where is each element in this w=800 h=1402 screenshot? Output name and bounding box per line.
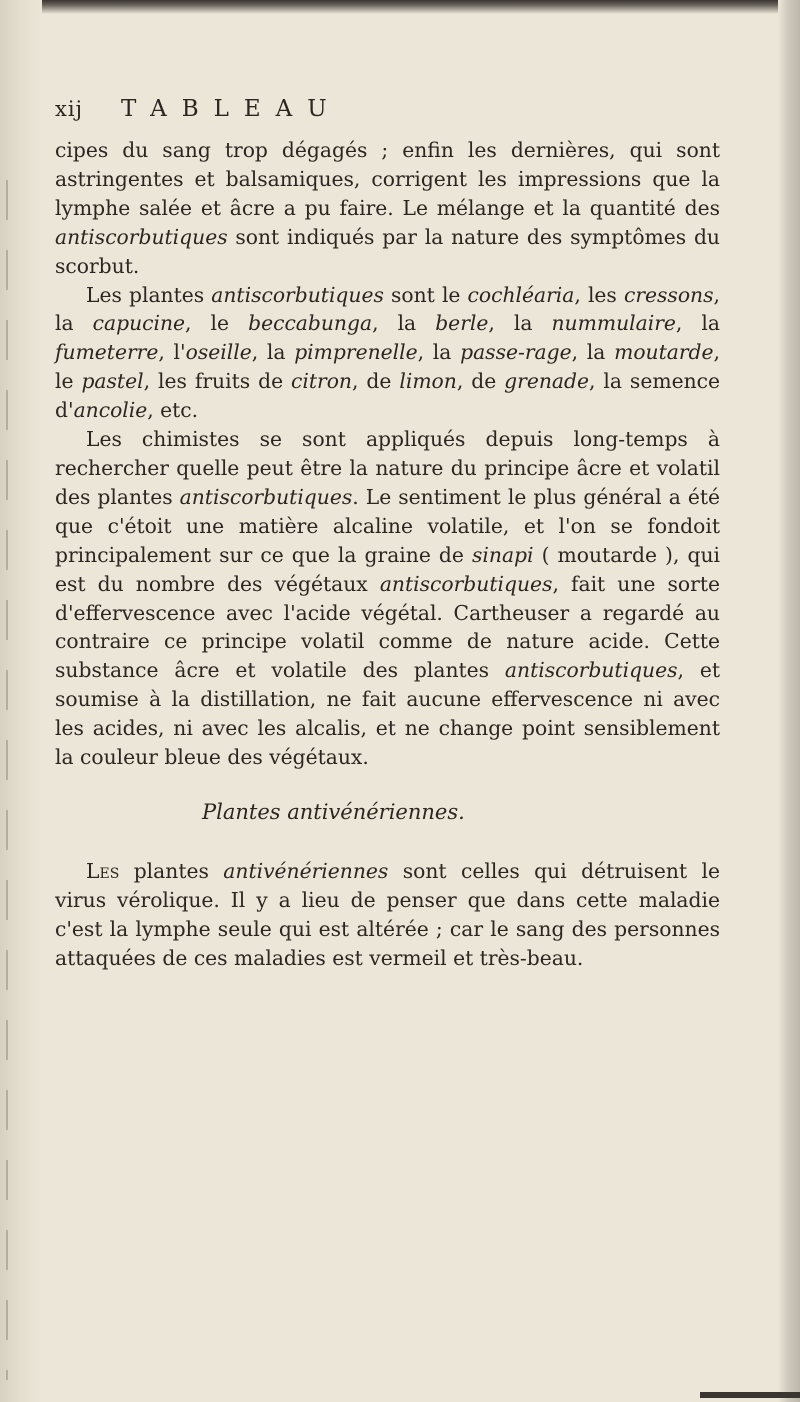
italic-term: moutarde bbox=[614, 340, 714, 365]
text-run: , la bbox=[417, 340, 461, 365]
text-run: sont celles qui détruisent le virus vérolique. Il y a lieu de penser que dans cette maladie c'est la lymphe seule qui est altérée ; car le sang des personnes attaquées de ces maladies est vermeil et très-beau. bbox=[55, 858, 720, 970]
text-run: cipes du sang trop dégagés ; enfin les dernières, qui sont astringentes et balsamiques, corrigent les impressions que la lymphe salée et âcre a pu faire. Le mélange et la quantité des bbox=[55, 138, 720, 220]
italic-term: grenade bbox=[504, 369, 589, 394]
italic-term: antiscorbutiques bbox=[211, 282, 384, 307]
text-run: , et soumise à la distillation, ne fait aucune effervescence ni avec les acides, ni avec les alcalis, et ne change point sensiblement la couleur bleue des végétaux. bbox=[55, 658, 720, 770]
italic-term: pimprenelle bbox=[294, 340, 418, 365]
italic-term: sinapi bbox=[471, 542, 534, 567]
text-run: , de bbox=[352, 369, 400, 394]
italic-term: passe-rage bbox=[460, 340, 572, 365]
italic-term: antivénériennes bbox=[223, 858, 389, 883]
page-body bbox=[55, 136, 720, 772]
italic-term: limon bbox=[399, 369, 457, 394]
text-run: Les chimistes se sont appliqués depuis long-temps à rechercher quelle peut être la nature du principe âcre et volatil des plantes bbox=[55, 427, 720, 509]
text-run: , la semence d' bbox=[55, 369, 720, 423]
text-run: sont indiqués par la nature des symptômes du scorbut. bbox=[55, 224, 720, 278]
text-run: , la bbox=[372, 311, 436, 336]
italic-term: berle bbox=[435, 311, 489, 336]
text-run: plantes bbox=[119, 858, 224, 883]
text-run: , la bbox=[55, 282, 720, 336]
text-run: , l' bbox=[158, 340, 186, 365]
italic-term: oseille bbox=[185, 340, 252, 365]
italic-term: capucine bbox=[92, 311, 186, 336]
text-run: , les bbox=[574, 282, 624, 307]
bottom-rule bbox=[700, 1392, 800, 1398]
running-head: TABLEAU bbox=[121, 96, 342, 122]
text-run: . Le sentiment le plus général a été que c'étoit une matière alcaline volatile, et l'on se fondoit principalement sur ce que la graine de bbox=[55, 484, 720, 567]
text-run: , fait une sorte d'effervescence avec l'acide végétal. Cartheuser a regardé au contraire ce principe volatil comme de nature acide. Cette substance âcre et volatile des plantes bbox=[55, 571, 720, 683]
italic-term: antiscorbutiques bbox=[504, 658, 678, 683]
text-run: Les plantes bbox=[86, 282, 212, 307]
paragraph-3 bbox=[55, 425, 720, 772]
italic-term: nummulaire bbox=[551, 311, 676, 336]
page-number: xij bbox=[55, 97, 84, 121]
italic-term: beccabunga bbox=[248, 311, 373, 336]
text-run: sont le bbox=[383, 282, 468, 307]
text-run: , de bbox=[456, 369, 505, 394]
text-run: , les fruits de bbox=[143, 369, 292, 394]
paragraph-1 bbox=[55, 136, 720, 281]
page-header bbox=[55, 96, 720, 136]
page-body-continued bbox=[55, 857, 720, 973]
paragraph-2 bbox=[55, 281, 720, 426]
italic-term: antiscorbutiques bbox=[179, 484, 353, 509]
text-run: , le bbox=[55, 340, 720, 394]
page-binding-edge bbox=[0, 0, 42, 1402]
text-run: , la bbox=[251, 340, 295, 365]
italic-term: antiscorbutiques bbox=[55, 224, 228, 249]
smallcaps-lead: Les bbox=[86, 858, 120, 883]
italic-term: ancolie bbox=[73, 398, 148, 423]
italic-term: fumeterre bbox=[55, 340, 159, 365]
text-run: , la bbox=[675, 311, 720, 336]
page-top-shadow bbox=[0, 0, 800, 14]
text-run: , la bbox=[571, 340, 615, 365]
italic-term: pastel bbox=[81, 369, 144, 394]
paragraph-4 bbox=[55, 857, 720, 973]
text-run: , la bbox=[488, 311, 552, 336]
italic-term: antiscorbutiques bbox=[379, 571, 553, 596]
text-run: ( moutarde ), qui est du nombre des végétaux bbox=[55, 542, 720, 596]
italic-term: cressons bbox=[623, 282, 714, 307]
section-title: Plantes antivénériennes. bbox=[202, 799, 465, 824]
text-run: , etc. bbox=[147, 398, 199, 423]
italic-term: citron bbox=[291, 369, 352, 394]
italic-term: cochléaria bbox=[467, 282, 575, 307]
text-run: , le bbox=[185, 311, 249, 336]
book-page bbox=[55, 96, 720, 972]
page-right-edge bbox=[778, 0, 800, 1402]
